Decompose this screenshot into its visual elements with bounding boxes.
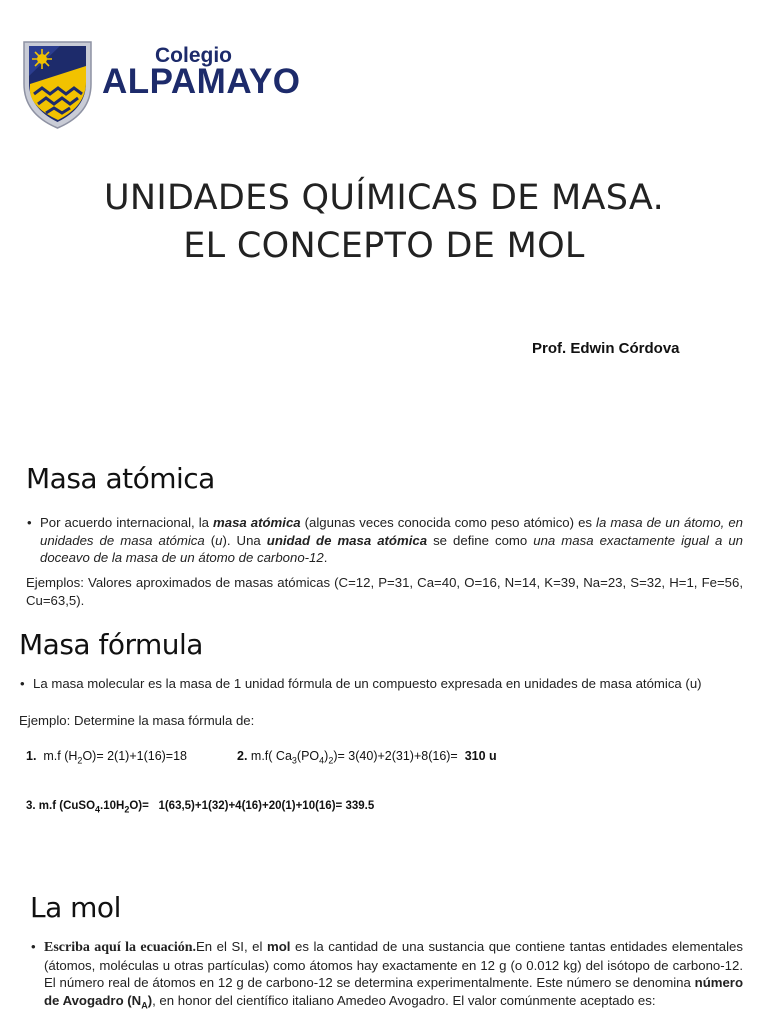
heading-masa-atomica: Masa atómica [26, 462, 215, 495]
shield-icon [20, 36, 95, 130]
page-title-line1: UNIDADES QUÍMICAS DE MASA. [104, 178, 664, 218]
masa-formula-prompt: Ejemplo: Determine la masa fórmula de: [19, 713, 255, 728]
example-1: 1. m.f $(H_2O)= 2(1)+1(16)=18$ [26, 749, 188, 766]
heading-la-mol: La mol [30, 891, 121, 924]
logo-text-alpamayo: ALPAMAYO [102, 62, 301, 101]
author: Prof. Edwin Córdova [532, 340, 680, 357]
bullet-dot: • [20, 676, 25, 691]
masa-formula-bullet: • La masa molecular es la masa de 1 unidad fórmula de un compuesto expresada en unidades de masa atómica (u) [20, 676, 702, 691]
example-3: 3. m.f $(CuSO_4.10H_2O)=$ 1(63,5)+1(32)+4(16)+20(1)+10(16)= 339.5 [26, 800, 375, 815]
bullet-dot: • [27, 515, 32, 530]
page-title-line2: EL CONCEPTO DE MOL [183, 226, 585, 266]
example-2: 2. m.f( $Ca_3(PO_4)_2)= 3(40)+2(31)+8(16)= 310$ u [237, 749, 497, 766]
masa-atomica-examples: Ejemplos: Valores aproximados de masas atómicas (C=12, P=31, Ca=40, O=16, N=14, K=39, Na=23, S=32, H=1, Fe=56, Cu=63,5). [26, 575, 743, 608]
masa-atomica-bullet: • Por acuerdo internacional, la masa atómica (algunas veces conocida como peso atómico) es la masa de un átomo, en unidades de masa atómica (u). Una unidad de masa atómica se define como una masa exactamente igual a un doceavo de la masa de un átomo de carbono-12. [27, 515, 744, 565]
heading-masa-formula: Masa fórmula [19, 628, 203, 661]
bullet-dot: • [31, 939, 36, 954]
logo-text-colegio: Colegio [155, 44, 232, 67]
la-mol-bullet: • Escriba aquí la ecuación.En el SI, el mol es la cantidad de una sustancia que contiene tantas entidades elementales (átomos, moléculas u otras partículas) como átomos hay exactamente en 12 g (o 0.012 kg) del isótopo de carbono-12. El número real de átomos en 12 g de carbono-12 se determina experimentalmente. Este número se denomina número de Avogadro $(N_A)$, en honor del científico italiano Amedeo Avogadro. El valor comúnmente aceptado es: [31, 939, 743, 1011]
